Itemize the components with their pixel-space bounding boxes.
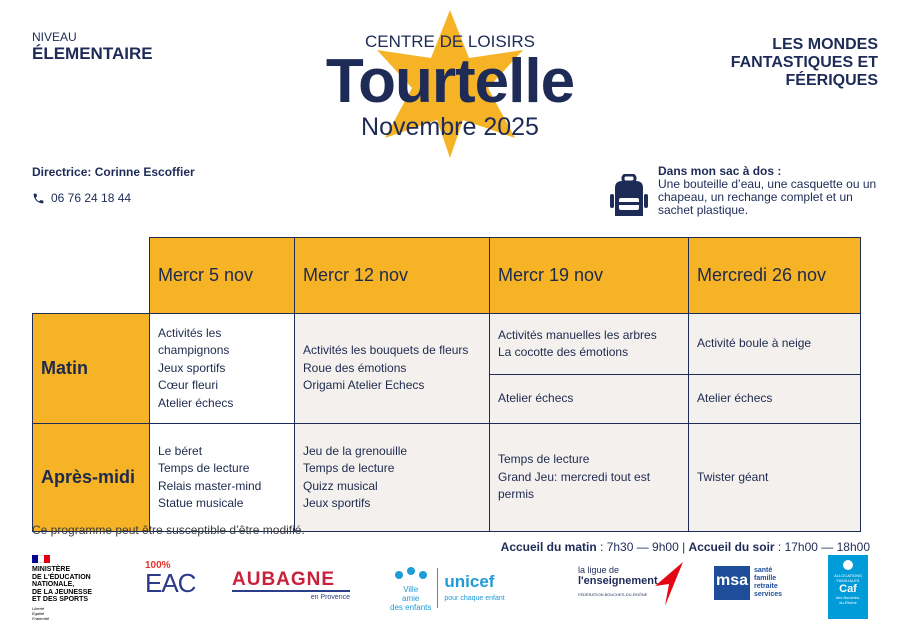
ville-amie-line: des enfants — [390, 603, 432, 612]
activity: Quizz musical — [303, 478, 378, 493]
theme-line: FÉERIQUES — [785, 72, 878, 89]
accueil-matin-value: : 7h30 — 9h00 | — [596, 540, 689, 554]
activity: Activités manuelles les arbres — [498, 327, 657, 342]
msa-line: retraite — [754, 583, 778, 590]
activity: Activités les — [158, 325, 222, 340]
column-header: Mercr 12 nov — [295, 238, 490, 314]
ministere-line: NATIONALE, — [32, 581, 75, 588]
eac-top: 100% — [145, 560, 171, 571]
activity: Statue musicale — [158, 496, 244, 510]
activity: Jeux sportifs — [303, 496, 371, 510]
accueil-soir-value: : 17h00 — 18h00 — [774, 540, 870, 554]
theme-line: FANTASTIQUES ET — [730, 54, 878, 71]
phone-row — [32, 191, 131, 205]
ministere-line: DE L'ÉDUCATION — [32, 573, 91, 581]
caf-line: du-Rhône — [839, 600, 857, 605]
phone-number: 06 76 24 18 44 — [51, 191, 132, 205]
motto-line: Fraternité — [32, 615, 50, 621]
table-cell — [295, 424, 490, 532]
ligue-line: la ligue de — [578, 565, 620, 575]
activity: Atelier échecs — [158, 395, 234, 410]
activity: Activités les bouquets de fleurs — [303, 343, 469, 358]
table-row-matin — [33, 314, 861, 375]
activity: Temps de lecture — [158, 461, 250, 475]
caf-text: Caf — [839, 583, 857, 595]
caf-line: FAMILIALES — [836, 578, 860, 583]
table-cell — [689, 314, 861, 375]
disclaimer-note: Ce programme peut être susceptible d’être modifié. — [32, 523, 305, 537]
ville-amie-line: amie — [402, 594, 420, 603]
motto-line: Égalité — [32, 610, 45, 616]
ville-amie-icon — [391, 563, 431, 583]
centre-label: CENTRE DE LOISIRS — [364, 32, 536, 51]
directrice-label: Directrice: Corinne Escoffier — [32, 165, 195, 179]
activity: champignons — [158, 343, 230, 358]
phone-icon — [32, 192, 45, 205]
ville-amie-line: Ville — [403, 585, 419, 594]
unicef-sub: pour chaque enfant — [444, 594, 505, 602]
activity: Twister géant — [697, 469, 769, 484]
activity: Roue des émotions — [303, 360, 407, 375]
niveau-label: NIVEAU — [32, 30, 77, 44]
sac-text: Une bouteille d’eau, une casquette ou un chapeau, un rechange complet et un sachet plastique. — [658, 177, 877, 217]
eac-logo — [145, 562, 195, 596]
ligue-line: l'enseignement — [578, 575, 658, 587]
row-header: Après-midi — [33, 424, 150, 532]
ministere-logo — [32, 555, 92, 621]
aubagne-sub: en Provence — [310, 594, 350, 601]
activity: Grand Jeu: mercredi tout est — [498, 469, 651, 484]
msa-text: msa — [714, 566, 750, 600]
table-header-row — [33, 238, 861, 314]
eac-text: EAC — [145, 568, 196, 598]
accueil-hours — [501, 540, 870, 554]
theme-title — [678, 36, 878, 90]
table-cell — [490, 424, 689, 532]
aubagne-logo — [232, 570, 350, 602]
msa-logo — [714, 566, 782, 600]
program-table — [32, 237, 861, 532]
activity: Le béret — [158, 443, 203, 458]
table-cell — [490, 314, 689, 375]
month-label: Novembre 2025 — [361, 113, 539, 141]
ligue-logo — [578, 565, 658, 597]
table-cell — [490, 375, 689, 424]
ligue-sub: FÉDÉRATION BOUCHES-DU-RHÔNE — [578, 592, 648, 597]
table-cell — [295, 314, 490, 424]
sac-title: Dans mon sac à dos : — [658, 164, 782, 178]
activity: Temps de lecture — [498, 452, 590, 467]
activity: Relais master-mind — [158, 478, 262, 493]
table-cell — [689, 375, 861, 424]
theme-line: LES MONDES — [772, 36, 878, 53]
ligue-arrow-icon — [655, 562, 683, 606]
niveau-value: ÉLEMENTAIRE — [32, 44, 153, 63]
row-header: Matin — [33, 314, 150, 424]
table-row-apres-midi — [33, 424, 861, 532]
page-title: Tourtelle — [325, 47, 575, 116]
sac-info — [658, 165, 888, 217]
caf-logo — [828, 555, 868, 619]
table-cell — [150, 314, 295, 424]
caf-line: des Bouches- — [835, 595, 861, 600]
activity: Atelier échecs — [697, 391, 773, 406]
ministere-line: MINISTÈRE — [32, 566, 71, 573]
msa-line: famille — [754, 575, 777, 582]
ministere-line: DE LA JEUNESSE — [32, 588, 93, 596]
msa-line: santé — [754, 567, 773, 574]
flag-icon — [32, 555, 50, 563]
unicef-logo — [390, 563, 505, 612]
activity: Activité boule à neige — [697, 336, 812, 351]
caf-line: ALLOCATIONS — [834, 573, 862, 578]
motto-line: Liberté — [32, 605, 45, 611]
table-cell — [150, 424, 295, 532]
column-header: Mercr 19 nov — [490, 238, 689, 314]
column-header: Mercredi 26 nov — [689, 238, 861, 314]
activity: Atelier échecs — [498, 391, 574, 406]
unicef-text: unicef — [444, 571, 495, 591]
activity: Jeux sportifs — [158, 360, 226, 375]
accueil-soir-label: Accueil du soir — [688, 540, 775, 554]
accueil-matin-label: Accueil du matin — [500, 540, 597, 554]
activity: Temps de lecture — [303, 461, 395, 475]
caf-flower-icon — [841, 559, 855, 571]
activity: Origami Atelier Echecs — [303, 378, 425, 393]
activity: permis — [498, 487, 535, 502]
aubagne-text: AUBAGNE — [232, 569, 336, 590]
activity: Cœur fleuri — [158, 378, 219, 393]
ministere-line: ET DES SPORTS — [32, 596, 89, 603]
table-cell — [689, 424, 861, 532]
activity: Jeu de la grenouille — [303, 443, 408, 458]
backpack-icon — [610, 174, 648, 218]
activity: La cocotte des émotions — [498, 345, 629, 360]
column-header: Mercr 5 nov — [150, 238, 295, 314]
msa-line: services — [754, 591, 783, 598]
